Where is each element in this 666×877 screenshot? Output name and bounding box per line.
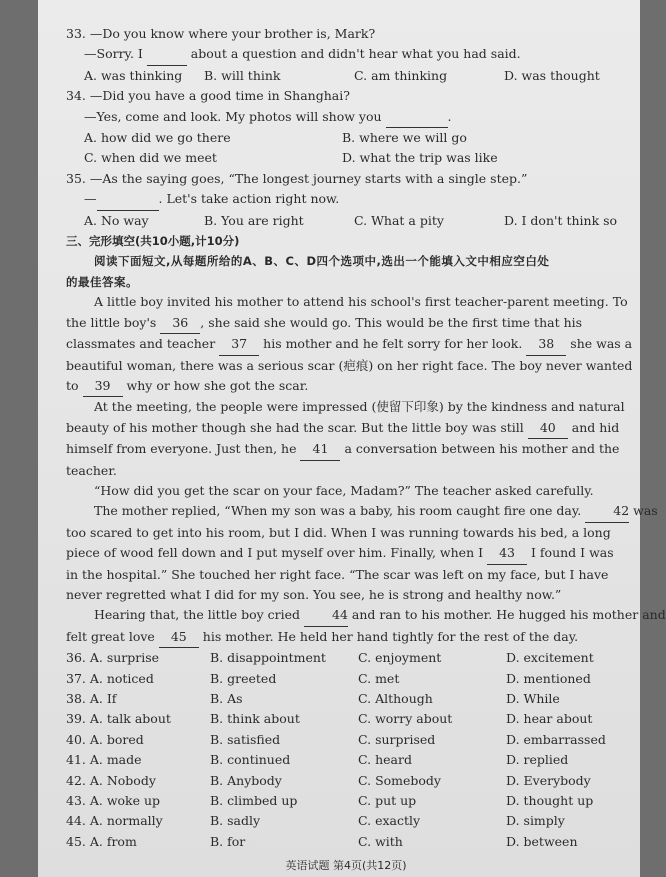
choice-38-d: D. While [506,691,560,706]
q33-option-d: D. was thought [504,67,600,83]
choice-36-d: D. excitement [506,650,594,666]
q35-blank [97,189,159,210]
passage-line: beautiful woman, there was a serious scar (疤痕) on her right face. The boy never wanted [66,357,633,373]
choice-43-d: D. thought up [506,793,594,809]
blank-42: 42 [585,501,629,522]
choice-40-b: B. satisfied [210,731,281,747]
choice-36-c: C. enjoyment [358,650,442,666]
q35-option-a: A. No way [84,212,149,228]
passage-line: A little boy invited his mother to attend his school's first teacher-parent meeting. To [94,294,628,310]
choice-41-c: C. heard [358,752,412,768]
q35-stem: 35. —As the saying goes, “The longest journey starts with a single step.” [66,170,528,186]
choice-37-a: 37. A. noticed [66,670,154,686]
choice-41-b: B. continued [210,752,291,768]
section-title: 三、完形填空(共10小题,计10分) [66,234,240,249]
blank-37: 37 [219,334,259,355]
passage-line: teacher. [66,462,117,478]
choice-38-c: C. Although [358,691,433,706]
passage-line: “How did you get the scar on your face, Madam?” The teacher asked carefully. [94,482,594,498]
choice-39-d: D. hear about [506,711,593,727]
q33-blank [147,44,187,65]
choice-42-b: B. Anybody [210,772,282,788]
section-instruction-2: 的最佳答案。 [66,274,138,289]
choice-39-a: 39. A. talk about [66,711,171,727]
choice-39-b: B. think about [210,711,300,727]
passage-line: At the meeting, the people were impressed (使留下印象) by the kindness and natural [94,399,625,415]
q34-stem: 34. —Did you have a good time in Shanghai? [66,88,350,104]
q34-option-a: A. how did we go there [84,130,231,146]
passage-line: himself from everyone. Just then, he 41 a conversation between his mother and the [66,439,626,460]
q35-options [66,211,626,231]
q33-line2: —Sorry. I about a question and didn't hear what you had said. [66,44,626,65]
passage-line: The mother replied, “When my son was a baby, his room caught fire one day. 42 was [66,501,626,522]
choice-37-c: C. met [358,670,400,686]
blank-41: 41 [300,439,340,460]
blank-43: 43 [487,543,527,564]
q34-option-d: D. what the trip was like [342,150,498,166]
blank-36: 36 [160,313,200,334]
choice-41-d: D. replied [506,752,569,768]
choice-44-c: C. exactly [358,813,421,829]
choice-40-c: C. surprised [358,731,436,747]
choice-43-a: 43. A. woke up [66,793,161,809]
q34-options-row2 [66,148,626,168]
blank-38: 38 [526,334,566,355]
q33-option-a: A. was thinking [84,67,183,83]
q34-line2: —Yes, come and look. My photos will show you . [66,107,626,128]
choice-36-b: B. disappointment [210,650,326,666]
q34-option-b: B. where we will go [342,130,467,146]
blank-39: 39 [83,376,123,397]
choice-41-a: 41. A. made [66,752,142,768]
choice-45-a: 45. A. from [66,833,137,849]
page-footer: 英语试题 第4页(共12页) [285,859,407,873]
exam-page [38,0,666,877]
choice-43-c: C. put up [358,793,417,809]
passage-line: to 39 why or how she got the scar. [66,376,626,397]
choice-44-d: D. simply [506,813,565,829]
choice-36-a: 36. A. surprise [66,650,160,666]
blank-45: 45 [159,627,199,648]
q35-line2: — . Let's take action right now. [66,189,626,210]
choice-44-b: B. sadly [210,813,261,829]
choice-37-d: D. mentioned [506,670,591,686]
choice-40-a: 40. A. bored [66,731,144,747]
choice-39-c: C. worry about [358,711,453,727]
choice-42-a: 42. A. Nobody [66,772,156,788]
passage-line: piece of wood fell down and I put myself over him. Finally, when I 43 I found I was [66,543,626,564]
choice-42-d: D. Everybody [506,772,591,788]
choice-38-a: 38. A. If [66,691,117,706]
q35-option-c: C. What a pity [354,212,444,228]
q34-blank [386,107,448,128]
q33-stem: 33. —Do you know where your brother is, Mark? [66,26,376,41]
choice-44-a: 44. A. normally [66,813,163,829]
passage-line: never regretted what I did for my son. You see, he is strong and healthy now.” [66,586,562,602]
passage-line: felt great love 45 his mother. He held her hand tightly for the rest of the day. [66,627,626,648]
passage-line: classmates and teacher 37 his mother and he felt sorry for her look. 38 she was a [66,334,626,355]
choice-38-b: B. As [210,691,243,706]
passage-line: in the hospital.” She touched her right face. “The scar was left on my face, but I have [66,566,609,582]
blank-44: 44 [304,605,348,626]
q33-option-b: B. will think [204,67,281,83]
choice-45-d: D. between [506,833,578,849]
q35-option-b: B. You are right [204,212,304,228]
passage-line: beauty of his mother though she had the scar. But the little boy was still 40 and hid [66,418,626,439]
blank-40: 40 [528,418,568,439]
section-instruction-1: 阅读下面短文,从每题所给的A、B、C、D四个选项中,选出一个能填入文中相应空白处 [94,254,550,269]
q33-option-c: C. am thinking [354,67,448,83]
choice-43-b: B. climbed up [210,793,298,809]
passage-line: too scared to get into his room, but I did. When I was running towards his bed, a long [66,524,611,540]
choice-40-d: D. embarrassed [506,731,606,747]
passage-line: Hearing that, the little boy cried 44 and ran to his mother. He hugged his mother and [66,605,626,626]
choice-45-c: C. with [358,833,403,849]
choice-45-b: B. for [210,833,246,849]
choice-37-b: B. greeted [210,670,277,686]
q35-option-d: D. I don't think so [504,212,618,228]
q33-options [66,66,626,86]
choice-42-c: C. Somebody [358,772,441,788]
passage-line: the little boy's 36 , she said she would go. This would be the first time that his [66,313,626,334]
q34-options-row1 [66,128,626,148]
choices-grid [66,648,626,852]
q34-option-c: C. when did we meet [84,150,217,166]
